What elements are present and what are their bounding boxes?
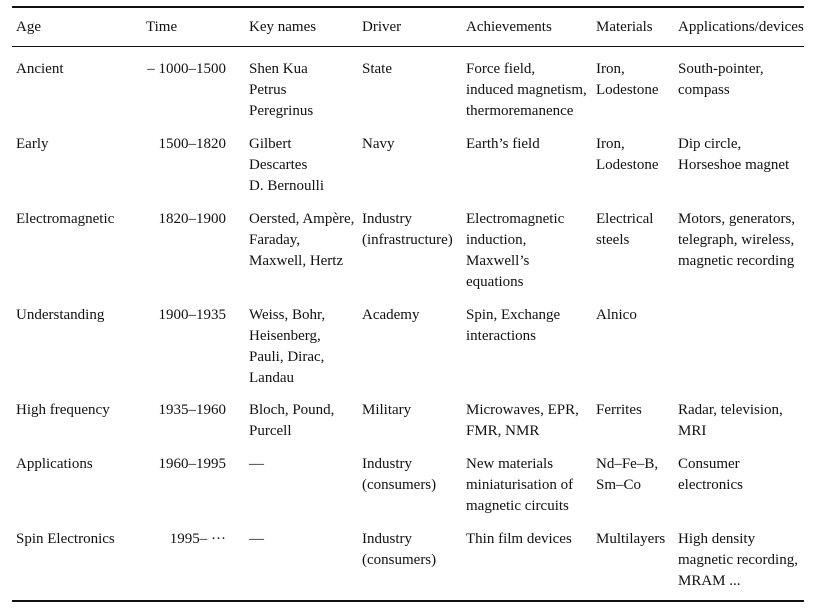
- table-top-rule: [12, 6, 804, 8]
- cell-achievements: Spin, Exchange interactions: [466, 307, 561, 344]
- cell-achievements: Electromagnetic induction, Maxwell’s equations: [466, 211, 565, 290]
- cell-key-names: —: [249, 531, 264, 547]
- cell-driver: Military: [362, 402, 412, 418]
- header-achievements: Achievements: [466, 19, 552, 35]
- header-materials: Materials: [596, 19, 653, 35]
- cell-applications: Consumer electronics: [678, 456, 743, 493]
- cell-time: 1500–1820: [158, 136, 226, 152]
- table-bottom-rule: [12, 600, 804, 602]
- table-header-rule: [12, 46, 804, 47]
- cell-achievements: Thin film devices: [466, 531, 572, 547]
- cell-time: – 1000–1500: [147, 61, 226, 77]
- cell-driver: State: [362, 61, 392, 77]
- cell-key-names: Shen Kua Petrus Peregrinus: [249, 61, 314, 119]
- cell-materials: Multilayers: [596, 531, 666, 547]
- cell-driver: Navy: [362, 136, 395, 152]
- cell-achievements: New materials miniaturisation of magnetic circuits: [466, 456, 574, 514]
- cell-materials: Ferrites: [596, 402, 642, 418]
- cell-age: Ancient: [16, 61, 64, 77]
- cell-driver: Industry (consumers): [362, 456, 437, 493]
- cell-applications: Dip circle, Horseshoe magnet: [678, 136, 790, 173]
- header-driver: Driver: [362, 19, 402, 35]
- header-time: Time: [146, 19, 178, 35]
- cell-age: High frequency: [16, 402, 110, 418]
- header-applications: Applications/devices: [678, 19, 804, 35]
- cell-materials: Nd–Fe–B, Sm–Co: [596, 456, 659, 493]
- cell-key-names: Oersted, Ampère, Faraday, Maxwell, Hertz: [249, 211, 355, 269]
- cell-applications: Radar, television, MRI: [678, 402, 783, 439]
- cell-materials: Electrical steels: [596, 211, 654, 248]
- cell-driver: Industry (consumers): [362, 531, 437, 568]
- cell-driver: Academy: [362, 307, 420, 323]
- cell-applications: Motors, generators, telegraph, wireless, magnetic recording: [678, 211, 796, 269]
- cell-age: Understanding: [16, 307, 105, 323]
- cell-age: Spin Electronics: [16, 531, 115, 547]
- header-key-names: Key names: [249, 19, 317, 35]
- cell-age: Early: [16, 136, 49, 152]
- cell-achievements: Force field, induced magnetism, thermoremanence: [466, 61, 587, 119]
- cell-driver: Industry (infrastructure): [362, 211, 453, 248]
- cell-key-names: Bloch, Pound, Purcell: [249, 402, 335, 439]
- cell-applications: High density magnetic recording, MRAM ...: [678, 531, 798, 589]
- cell-age: Applications: [16, 456, 93, 472]
- cell-time: 1820–1900: [158, 211, 226, 227]
- cell-achievements: Microwaves, EPR, FMR, NMR: [466, 402, 579, 439]
- cell-key-names: —: [249, 456, 264, 472]
- cell-time: 1995– ···: [169, 531, 226, 547]
- cell-time: 1960–1995: [158, 456, 226, 472]
- cell-applications: South-pointer, compass: [678, 61, 764, 98]
- cell-materials: Alnico: [596, 307, 637, 323]
- cell-key-names: Weiss, Bohr, Heisenberg, Pauli, Dirac, Landau: [249, 307, 326, 386]
- cell-materials: Iron, Lodestone: [596, 61, 659, 98]
- cell-materials: Iron, Lodestone: [596, 136, 659, 173]
- cell-age: Electromagnetic: [16, 211, 115, 227]
- cell-time: 1935–1960: [158, 402, 226, 418]
- cell-time: 1900–1935: [158, 307, 226, 323]
- cell-key-names: Gilbert Descartes D. Bernoulli: [249, 136, 324, 194]
- cell-achievements: Earth’s field: [466, 136, 540, 152]
- header-age: Age: [16, 19, 41, 35]
